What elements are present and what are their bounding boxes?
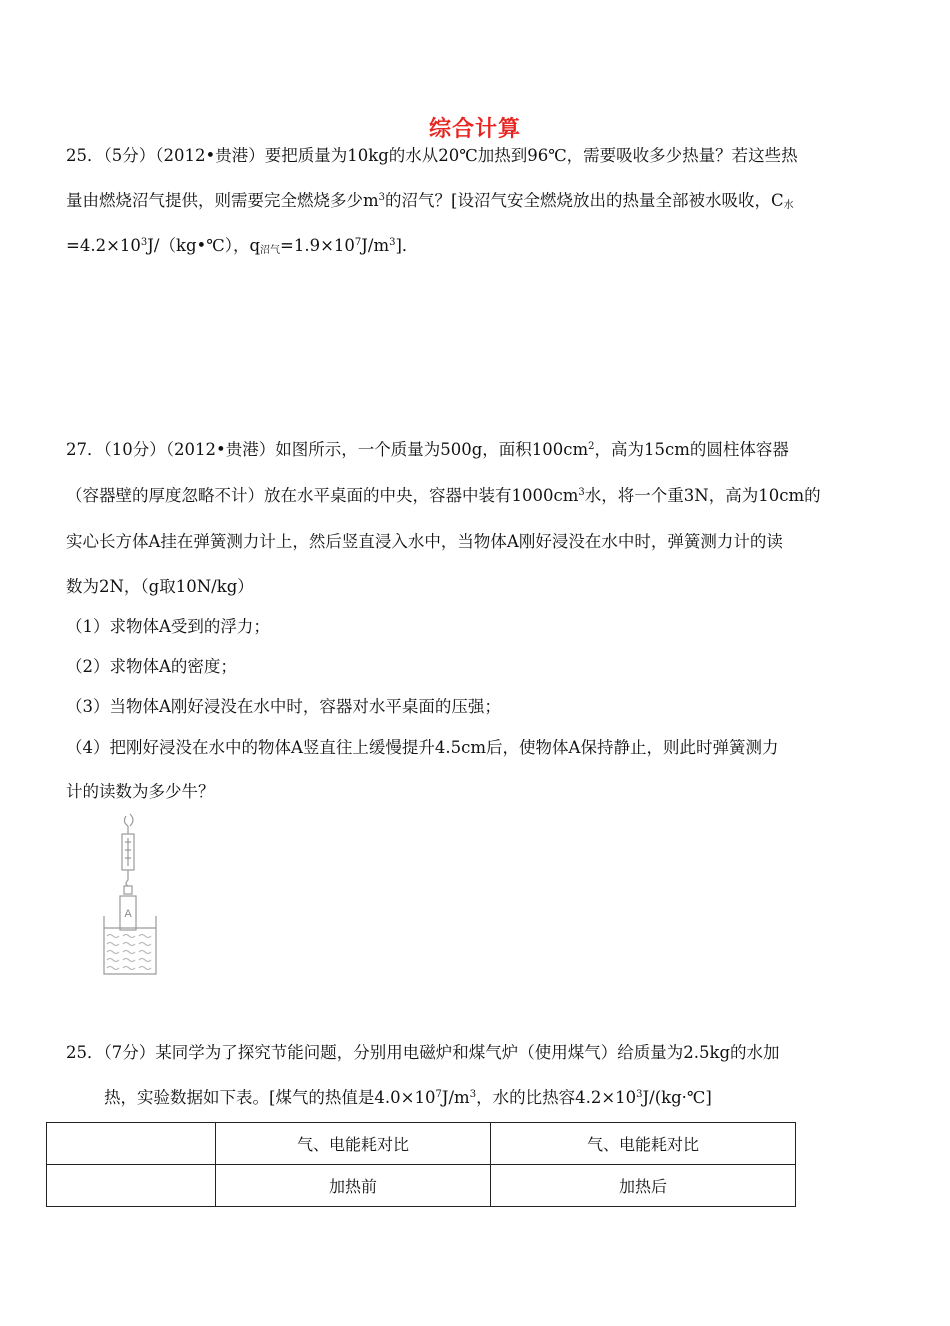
q27-sub4-cont: 计的读数为多少牛？ — [66, 782, 215, 801]
q27-line2: （容器壁的厚度忽略不计）放在水平桌面的中央，容器中装有$1000cm^3$水，将一个重3N，高为10cm的 — [66, 486, 821, 505]
q27-sub4: （4）把刚好浸没在水中的物体A竖直往上缓慢提升4.5cm后，使物体A保持静止，则此时弹簧测力 — [66, 738, 779, 757]
block-a-label: A — [124, 908, 132, 920]
q27-line4: 数为2N，（g取10N/kg） — [66, 577, 254, 596]
table-cell — [47, 1123, 216, 1165]
q27-sub1: （1）求物体A受到的浮力； — [66, 617, 270, 636]
experiment-data-table — [46, 1122, 796, 1207]
page-title: 综合计算 — [428, 117, 521, 142]
table-cell: 加热前 — [216, 1165, 491, 1207]
q27-line1: 27．（10分）（2012•贵港）如图所示，一个质量为500g，面积$100cm^2$，高为15cm的圆柱体容器 — [66, 440, 789, 459]
table-row — [47, 1123, 796, 1165]
q25a-line1: 25．（5分）（2012•贵港）要把质量为10kg的水从20℃加热到96℃，需要吸收多少热量？若这些热 — [66, 146, 798, 165]
q25a-line2: 量由燃烧沼气提供，则需要完全燃烧多少$m^3$的沼气？[设沼气安全燃烧放出的热量全部被水吸收，$C_水$ — [66, 191, 794, 211]
q25b-line2: 热，实验数据如下表。[煤气的热值是$4.0\times 10^7J/m^3$，水的比热容$4.2\times 10^3J/(kg\cdot℃]$ — [104, 1088, 712, 1107]
q27-sub3: （3）当物体A刚好浸没在水中时，容器对水平桌面的压强； — [66, 697, 501, 716]
q25b-line1: 25．（7分）某同学为了探究节能问题，分别用电磁炉和煤气炉（使用煤气）给质量为2.5kg的水加 — [66, 1043, 780, 1062]
q25a-line3: $=4.2\times 10^3J/(kg•℃)$，$q_{沼气}=1.9\times 10^7J/m^3$]． — [66, 236, 419, 256]
table-cell — [47, 1165, 216, 1207]
table-cell: 气、电能耗对比 — [491, 1123, 796, 1165]
spring-scale-figure — [100, 810, 160, 980]
table-cell: 加热后 — [491, 1165, 796, 1207]
q27-line3: 实心长方体A挂在弹簧测力计上，然后竖直浸入水中，当物体A刚好浸没在水中时，弹簧测力计的读 — [66, 532, 783, 551]
q27-sub2: （2）求物体A的密度； — [66, 657, 237, 676]
table-row — [47, 1165, 796, 1207]
table-cell: 气、电能耗对比 — [216, 1123, 491, 1165]
